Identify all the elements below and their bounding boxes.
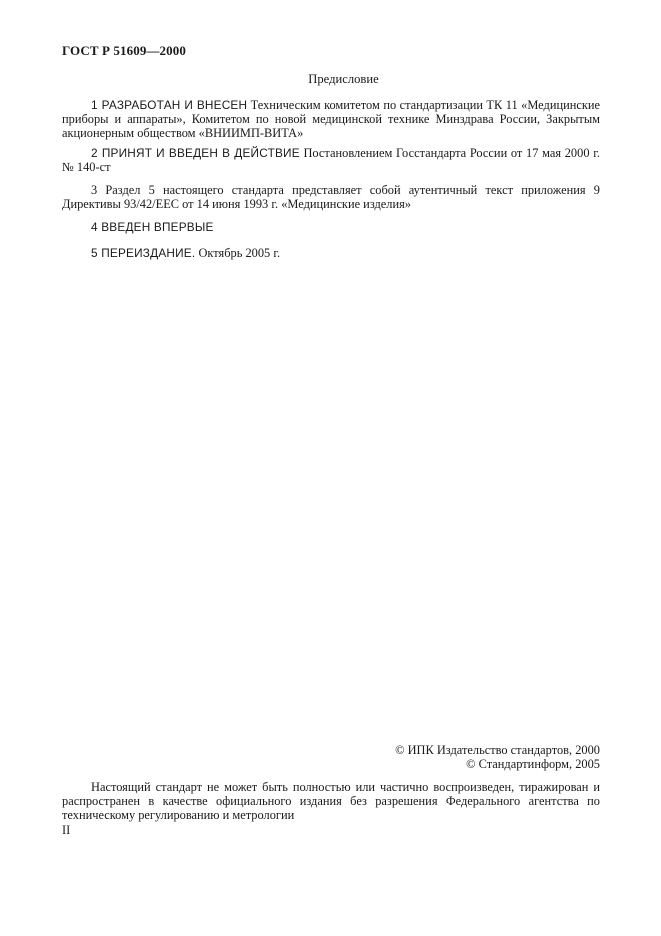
foreword-title: Предисловие: [308, 72, 379, 86]
foreword-item-5: [62, 246, 600, 260]
item-text: 3 Раздел 5 настоящего стандарта представляет собой аутентичный текст приложения 9 Директивы 93/42/ЕЕС от 14 июня 1993 г. «Медицинские изделия»: [62, 183, 600, 211]
foreword-item-3: [62, 183, 600, 211]
standard-designation: ГОСТ Р 51609—2000: [62, 43, 186, 58]
foreword-item-2: [62, 146, 600, 174]
item-text: Постановлением Госстандарта России от 17 мая 2000 г. № 140-ст: [62, 146, 600, 174]
foreword-item-4: [62, 220, 600, 234]
item-lead: 4 ВВЕДЕН ВПЕРВЫЕ: [91, 220, 214, 234]
notice-text: Настоящий стандарт не может быть полностью или частично воспроизведен, тиражирован и распространен в качестве официального издания без разрешения Федерального агентства по техническому регулированию и метрологии: [62, 780, 600, 822]
item-lead: 2 ПРИНЯТ И ВВЕДЕН В ДЕЙСТВИЕ: [91, 146, 300, 160]
copyright-line: © ИПК Издательство стандартов, 2000: [395, 743, 600, 757]
copyright-block: [395, 743, 600, 771]
item-text: Техническим комитетом по стандартизации ТК 11 «Медицинские приборы и аппараты», Комитетом по новой медицинской технике Минздрава России, Закрытым акционерным обществом «ВНИИМП-ВИТА»: [62, 98, 600, 140]
foreword-item-1: [62, 98, 600, 140]
item-lead: 5 ПЕРЕИЗДАНИЕ.: [91, 246, 196, 260]
copyright-line: © Стандартинформ, 2005: [466, 757, 600, 771]
page-number: II: [62, 823, 71, 837]
item-lead: 1 РАЗРАБОТАН И ВНЕСЕН: [91, 98, 248, 112]
reproduction-notice: [62, 780, 600, 822]
item-text: Октябрь 2005 г.: [195, 246, 281, 260]
